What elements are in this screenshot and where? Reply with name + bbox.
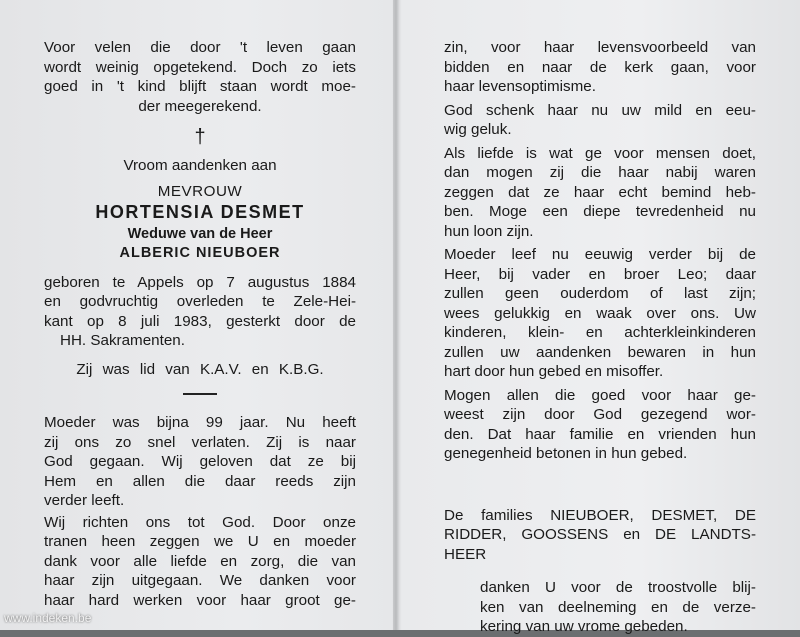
text-line: verder leeft. <box>44 492 125 509</box>
text-line: haar hard werken voor haar groot ge- <box>44 591 356 609</box>
paragraph <box>444 245 756 382</box>
text-line: goed in 't kind blijft staan wordt moe- <box>44 78 356 95</box>
text-line: en godvruchtig overleden te Zele-Hei- <box>44 293 356 310</box>
honorific: MEVROUW <box>157 182 243 200</box>
text-line: den. Dat haar familie en vrienden hun <box>444 425 756 443</box>
paragraph <box>444 101 756 140</box>
text-line: wordt weinig opgetekend. Doch zo iets <box>44 58 356 76</box>
card-fold <box>393 0 399 630</box>
text-line: wig geluk. <box>444 121 512 138</box>
text-line: haar levensoptimisme. <box>444 78 596 95</box>
text-line: zeggen dat ze haar echt bemind heb- <box>444 183 756 201</box>
text-line: danken U voor de troostvolle blij- <box>480 579 756 596</box>
paragraph <box>444 386 756 464</box>
text-line: zullen geen ouderdom of last zijn; <box>444 285 756 302</box>
text-line: hart door hun gebed en misoffer. <box>444 363 664 380</box>
text-line: genegenheid betonen in hun gebed. <box>444 445 688 462</box>
text-line: Voor velen die door 't leven gaan <box>44 39 356 56</box>
right-page <box>444 38 756 637</box>
text-line: RIDDER, GOOSSENS en DE LANDTS- <box>444 526 756 543</box>
husband-name: ALBERIC NIEUBOER <box>119 245 281 261</box>
birth-death-details <box>44 273 356 351</box>
text-line: Wij richten ons tot God. Door onze <box>44 513 356 531</box>
text-line: zullen uw aandenken bewaren in hun <box>444 343 756 361</box>
text-line: haar zijn uitgegaan. We danken voor <box>44 572 356 589</box>
text-line: Moeder was bijna 99 jaar. Nu heeft <box>44 414 356 431</box>
text-line: kant op 8 juli 1983, gesterkt door de <box>44 312 356 330</box>
text-line: weest zijn door God gezegend wor- <box>444 406 756 423</box>
text-line: kinderen, klein- en achterkleinkinderen <box>444 324 756 341</box>
paragraph <box>444 144 756 242</box>
paragraph <box>44 413 356 511</box>
text-line: tranen heen zeggen we U en moeder <box>44 533 356 550</box>
text-line: hun loon zijn. <box>444 222 534 240</box>
text-line: zin, voor haar levensvoorbeeld van <box>444 39 756 56</box>
divider <box>183 393 217 395</box>
text-line: dan mogen zij die haar nabij waren <box>444 164 756 181</box>
text-line: zij ons zo snel verlaten. Zij is naar <box>44 433 356 451</box>
text-line: HH. Sakramenten. <box>60 332 185 349</box>
text-line: Als liefde is wat ge voor mensen doet, <box>444 144 756 162</box>
paragraph <box>44 513 356 611</box>
text-line: ben. Moge een diepe tevredenheid nu <box>444 203 756 220</box>
paragraph <box>444 38 756 97</box>
text-line: God schenk haar nu uw mild en eeu- <box>444 101 756 119</box>
text-line: geboren te Appels op 7 augustus 1884 <box>44 273 356 291</box>
intro-verse <box>44 38 356 116</box>
text-line: Hem en allen die daar reeds zijn <box>44 472 356 490</box>
text-line: bidden en naar de kerk gaan, voor <box>444 58 756 76</box>
text-line: Moeder leef nu eeuwig verder bij de <box>444 246 756 263</box>
left-page <box>44 38 356 610</box>
text-line: Heer, bij vader en broer Leo; daar <box>444 265 756 283</box>
families <box>444 506 756 565</box>
text-line: HEER <box>444 545 487 563</box>
thanks <box>480 578 756 637</box>
text-line: dank voor alle liefde en zorg, die van <box>44 552 356 570</box>
text-line: Mogen allen die goed voor haar ge- <box>444 386 756 404</box>
deceased-name: HORTENSIA DESMET <box>95 202 305 222</box>
widow-label: Weduwe van de Heer <box>127 225 273 242</box>
text-line: wees gelukkig en waak over ons. Uw <box>444 304 756 322</box>
text-line: God gegaan. Wij geloven dat ze bij <box>44 453 356 470</box>
in-memoriam-label: Vroom aandenken aan <box>123 157 277 174</box>
membership: Zij was lid van K.A.V. en K.B.G. <box>76 360 324 378</box>
watermark: www.indeken.be <box>4 611 92 625</box>
cross-icon: † <box>194 126 206 148</box>
text-line: der meegerekend. <box>138 97 262 115</box>
text-line: ken van deelneming en de verze- <box>480 598 756 616</box>
text-line: De families NIEUBOER, DESMET, DE <box>444 506 756 524</box>
text-line: kering van uw vrome gebeden. <box>480 618 688 635</box>
